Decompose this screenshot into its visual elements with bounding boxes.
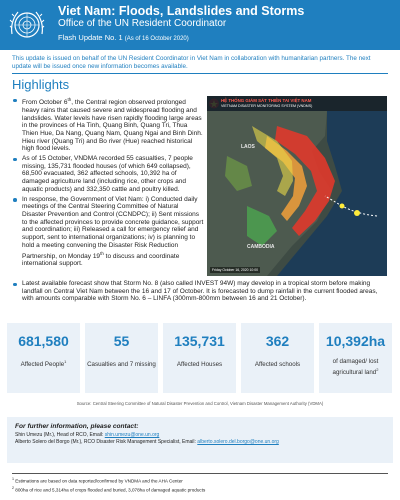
footnote: $^2$ 800ha of rice and 5,314ha of crops flooded and buried, 3,078ha of damaged aquatic products xyxy=(12,485,206,493)
stat-value: 10,392ha xyxy=(325,333,386,349)
stat-affected-houses xyxy=(163,323,236,393)
stat-label: Affected Houses xyxy=(176,361,223,369)
footnote: $^1$ Estimations are based on data reported/confirmed by VNDMA and the AHA Center xyxy=(12,477,183,484)
highlight-item: From October 6th, the Central region observed prolonged heavy rains that caused severe and widespread flooding and landslides. Water levels have risen rapidly flooding large areas in the provinces of Ha Tinh, Quang Binh, Quang Tri, Thua Thien Hue, Da Nang, Quang Nam, Quang Ngai and Binh Dinh. Hieu river (Quang Tri) and Bo river (Hue) reached historical high flood levels. xyxy=(12,96,204,153)
stat-value: 362 xyxy=(265,333,290,349)
flood-map xyxy=(207,96,387,276)
stat-affected-people xyxy=(7,323,80,393)
highlight-item: Latest available forecast show that Storm No. 8 (also called INVEST 94W) may develop in a tropical storm before making landfall on Central Viet Nam between the 16 and 17 of October. It is forecasted to dump rainfall in the current flooded areas, with amounts comparable with Storm No. 6 – LINFA (300mm-800mm between 16 and 21 October). xyxy=(12,280,388,303)
contact-line: Alberto Solero del Borgo (Mr.), RCO Disaster Risk Management Specialist, Email: alberto.solero.del.borgo@one.un.org xyxy=(15,438,279,445)
stat-value: 681,580 xyxy=(18,333,69,349)
stat-label: Casualties and 7 missing xyxy=(87,361,156,369)
divider xyxy=(12,73,388,74)
flash-number: Flash Update No. 1 xyxy=(58,33,123,42)
highlights-list xyxy=(12,96,204,270)
stat-label: Affected schools xyxy=(254,361,301,369)
report-header xyxy=(0,0,400,50)
forecast-list xyxy=(12,280,388,303)
flash-date: (As of 16 October 2020) xyxy=(124,36,189,42)
contact-box xyxy=(7,417,393,463)
stat-affected-schools xyxy=(241,323,314,393)
key-figures xyxy=(7,323,393,393)
footnotes xyxy=(12,473,388,493)
stat-label: Affected People$^1$ xyxy=(20,359,67,369)
stat-value: 135,731 xyxy=(174,333,225,349)
stat-casualties xyxy=(85,323,158,393)
stat-agricultural-land xyxy=(319,323,392,393)
email-link[interactable]: shin.umezu@one.un.org xyxy=(104,432,160,438)
map-subtitle: VIETNAM DISASTER MONITORING SYSTEM (VNDMS) xyxy=(221,104,313,108)
map-graphic xyxy=(207,96,387,276)
stat-label: of damaged/ lost agricultural land$^2$ xyxy=(332,358,379,377)
contact-heading: For further information, please contact: xyxy=(15,423,139,430)
map-label-laos: LAOS xyxy=(241,144,255,150)
un-emblem-icon xyxy=(6,4,48,46)
map-label-cambodia: CAMBODIA xyxy=(247,244,275,250)
email-link[interactable]: alberto.solero.del.borgo@one.un.org xyxy=(197,438,279,445)
stat-value: 55 xyxy=(113,333,130,349)
highlight-item: As of 15 October, VNDMA recorded 55 casualties, 7 people missing, 135,731 flooded houses (of which 649 collapsed), 68,500 evacuated, 362 affected schools, 10,392 ha of damaged agriculture land (including rice, other crops and aquatic products) and 332,350 cattle and poultry killed. xyxy=(12,155,204,194)
map-title: HỆ THỐNG GIÁM SÁT THIÊN TAI VIỆT NAM xyxy=(221,98,312,103)
stats-source: Source: Central Steering Committee of Natural Disaster Prevention and Control, Vietnam Disaster Management Authority (VDMA) xyxy=(76,401,324,406)
highlight-item: In response, the Government of Viet Nam: i) Conducted daily meetings of the Central Steering Committee of Natural Disaster Prevention and Control (CCNDPC); ii) Sent missions to the affected provinces to provide concrete guidance, support and coordination; iii) Released a call for emergency relief and support, sent to international organizations; iv) is planning to hold a meeting convening the Disaster Risk Reduction Partnership, on Monday 19th to discuss and coordinate international support. xyxy=(12,196,204,268)
map-banner xyxy=(207,96,387,111)
report-title: Viet Nam: Floods, Landslides and Storms xyxy=(58,4,305,18)
report-subtitle: Office of the UN Resident Coordinator xyxy=(58,18,227,29)
contact-line: Shin Umezu (Mr.), Head of RCO, Email: shin.umezu@one.un.org xyxy=(15,432,160,438)
intro-text: This update is issued on behalf of the UN Resident Coordinator in Viet Nam in collaboration with humanitarian partners. The next update will be issued once new information becomes available. xyxy=(12,55,371,70)
map-timestamp: Friday October 16, 2020 10:00 xyxy=(212,268,258,272)
flash-update-label xyxy=(58,33,189,42)
highlights-heading: Highlights xyxy=(12,77,70,92)
